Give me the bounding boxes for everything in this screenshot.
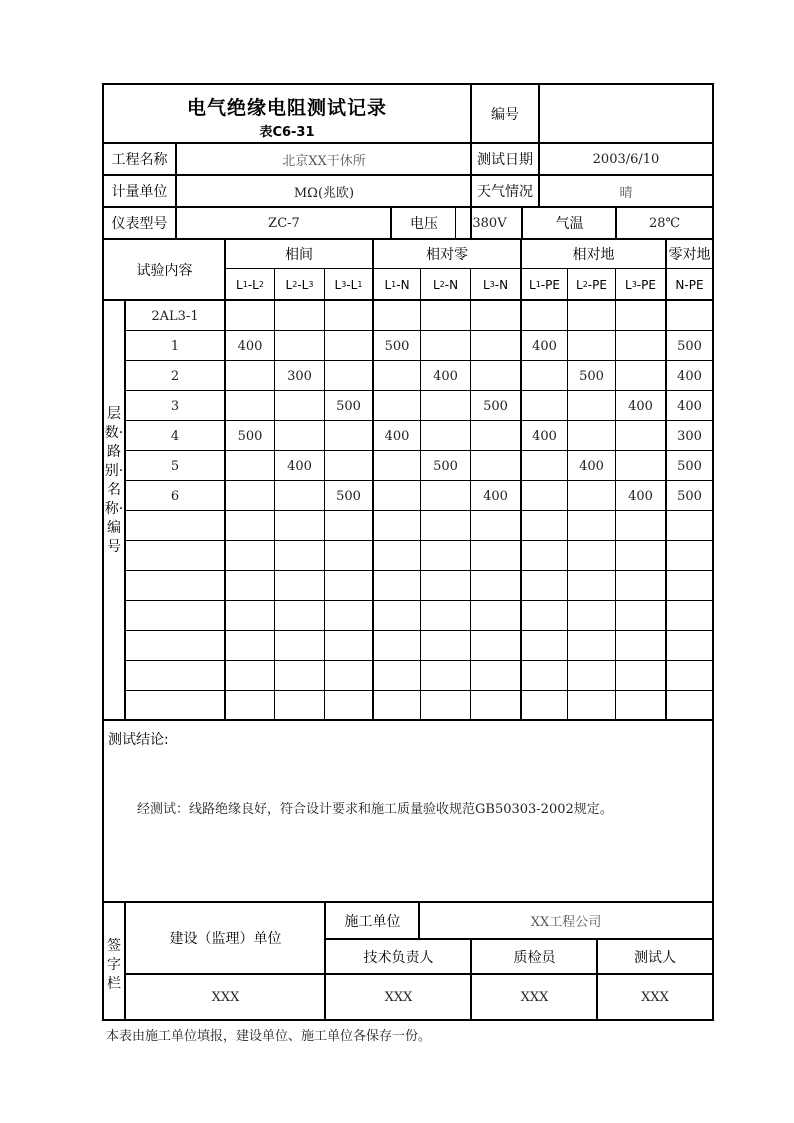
resistance-cell[interactable]: [616, 421, 665, 451]
resistance-cell[interactable]: [471, 421, 520, 451]
tech-lead-signature[interactable]: XXX: [384, 989, 413, 1005]
resistance-cell[interactable]: [226, 301, 274, 331]
resistance-cell[interactable]: 500: [336, 488, 361, 504]
header-part: L: [482, 277, 490, 292]
resistance-cell[interactable]: [325, 541, 372, 571]
resistance-cell[interactable]: [616, 661, 665, 691]
vline: [420, 269, 421, 719]
resistance-cell[interactable]: [226, 451, 274, 481]
vline: [567, 269, 568, 719]
subscript: 3: [308, 280, 314, 289]
resistance-cell[interactable]: [226, 691, 274, 721]
subscript: 3: [489, 280, 495, 289]
header-part: L: [625, 277, 632, 292]
resistance-cell[interactable]: [226, 391, 274, 421]
subscript: 1: [357, 280, 363, 289]
subscript: 2: [439, 280, 445, 289]
vline: [390, 208, 392, 240]
resistance-cell[interactable]: [421, 481, 470, 511]
resistance-cell[interactable]: [226, 541, 274, 571]
resistance-cell[interactable]: [421, 571, 470, 601]
number-value[interactable]: [540, 85, 712, 143]
subscript: 2: [258, 280, 264, 289]
header-part: -: [540, 277, 546, 292]
resistance-cell[interactable]: [275, 661, 324, 691]
row-divider: [126, 450, 712, 451]
unit-value[interactable]: MΩ(兆欧): [293, 185, 355, 201]
hline: [104, 142, 712, 144]
row-name-cell[interactable]: 2AL3-1: [151, 308, 199, 324]
resistance-cell[interactable]: 400: [483, 488, 508, 504]
inspector-signature[interactable]: XXX: [520, 989, 549, 1005]
resistance-cell[interactable]: 500: [384, 338, 410, 354]
resistance-cell[interactable]: [568, 631, 615, 661]
subscript: 2: [582, 280, 588, 289]
resistance-cell[interactable]: [471, 541, 520, 571]
row-divider: [126, 570, 712, 571]
resistance-cell[interactable]: [374, 361, 420, 391]
hline: [126, 973, 712, 975]
hline: [104, 719, 712, 721]
row-name-cell[interactable]: [126, 661, 224, 691]
resistance-cell[interactable]: [374, 661, 420, 691]
row-name-cell[interactable]: [126, 571, 224, 601]
resistance-cell[interactable]: [374, 571, 420, 601]
resistance-cell[interactable]: [325, 301, 372, 331]
row-name-cell[interactable]: 6: [170, 488, 180, 504]
vline: [538, 85, 540, 206]
resistance-cell[interactable]: [421, 691, 470, 721]
resistance-cell[interactable]: 500: [677, 458, 702, 474]
subscript: 2: [292, 280, 298, 289]
resistance-cell[interactable]: [374, 541, 420, 571]
resistance-cell[interactable]: 400: [433, 368, 458, 384]
header-part: N: [449, 277, 459, 292]
footnote: 本表由施工单位填报，建设单位、施工单位各保存一份。: [106, 1029, 432, 1044]
resistance-cell[interactable]: [616, 541, 665, 571]
resistance-cell[interactable]: [522, 691, 567, 721]
header-part: -: [396, 277, 401, 292]
header-part: -: [587, 277, 593, 292]
row-name-cell[interactable]: 1: [170, 338, 180, 354]
column-header: [325, 270, 372, 299]
voltage-value[interactable]: 380V: [472, 215, 507, 231]
meter-model-value[interactable]: ZC-7: [268, 215, 300, 231]
resistance-cell[interactable]: 500: [483, 398, 508, 414]
vline: [124, 301, 126, 719]
row-category-label: 层数·路别·名称·编号: [104, 406, 124, 555]
row-name-cell[interactable]: 3: [170, 398, 180, 414]
resistance-cell[interactable]: [667, 541, 712, 571]
number-label: 编号: [491, 107, 519, 123]
resistance-cell[interactable]: 400: [287, 458, 312, 474]
resistance-cell[interactable]: [667, 511, 712, 541]
resistance-cell[interactable]: [325, 571, 372, 601]
subscript: 1: [535, 280, 541, 289]
row-divider: [126, 540, 712, 541]
vline: [521, 208, 523, 240]
resistance-cell[interactable]: [325, 451, 372, 481]
resistance-cell[interactable]: [275, 541, 324, 571]
column-header: [471, 270, 520, 299]
resistance-cell[interactable]: [471, 361, 520, 391]
header-part: L: [432, 277, 440, 292]
column-group-header: 零对地: [668, 247, 711, 263]
column-header: [421, 270, 470, 299]
resistance-cell[interactable]: [374, 631, 420, 661]
header-part: N: [499, 277, 509, 292]
resistance-cell[interactable]: [421, 391, 470, 421]
row-name-cell[interactable]: [126, 541, 224, 571]
header-part: -: [297, 277, 302, 292]
row-divider: [126, 360, 712, 361]
resistance-cell[interactable]: [471, 601, 520, 631]
resistance-cell[interactable]: [421, 631, 470, 661]
header-part: L: [285, 277, 293, 292]
resistance-cell[interactable]: [667, 571, 712, 601]
resistance-cell[interactable]: [275, 331, 324, 361]
resistance-cell[interactable]: [522, 451, 567, 481]
row-name-cell[interactable]: [126, 691, 224, 721]
column-group-header: 相对零: [426, 247, 468, 263]
resistance-cell[interactable]: [522, 301, 567, 331]
resistance-cell[interactable]: [522, 661, 567, 691]
header-part: L: [334, 277, 342, 292]
header-part: N: [400, 277, 410, 292]
subscript: 1: [242, 280, 248, 289]
vline: [470, 269, 471, 719]
resistance-cell[interactable]: [471, 301, 520, 331]
vline: [418, 903, 420, 938]
resistance-cell[interactable]: [226, 601, 274, 631]
resistance-cell[interactable]: [471, 631, 520, 661]
resistance-cell[interactable]: [616, 451, 665, 481]
resistance-cell[interactable]: [374, 601, 420, 631]
resistance-cell[interactable]: [226, 361, 274, 391]
vline: [615, 208, 617, 240]
resistance-cell[interactable]: [374, 481, 420, 511]
resistance-cell[interactable]: [275, 511, 324, 541]
unit-label: 计量单位: [111, 184, 168, 200]
resistance-cell[interactable]: [568, 601, 615, 631]
resistance-cell[interactable]: [226, 481, 274, 511]
resistance-cell[interactable]: [471, 331, 520, 361]
vline: [615, 269, 616, 719]
resistance-cell[interactable]: [522, 481, 567, 511]
resistance-cell[interactable]: [275, 391, 324, 421]
temperature-value[interactable]: 28℃: [648, 215, 681, 231]
vline: [470, 85, 472, 238]
column-header: [522, 270, 567, 299]
signature-column-label: 签字栏: [107, 938, 121, 992]
insulation-test-record-form: [102, 83, 714, 1021]
resistance-cell[interactable]: [275, 571, 324, 601]
row-divider: [126, 600, 712, 601]
header-part: -: [494, 277, 500, 292]
header-part: L: [576, 277, 583, 292]
resistance-cell[interactable]: [421, 331, 470, 361]
weather-value[interactable]: 晴: [619, 185, 633, 201]
resistance-cell[interactable]: [522, 631, 567, 661]
resistance-cell[interactable]: [421, 541, 470, 571]
resistance-cell[interactable]: 400: [677, 398, 702, 414]
resistance-cell[interactable]: 300: [287, 368, 312, 384]
vline: [372, 240, 374, 719]
resistance-cell[interactable]: [226, 511, 274, 541]
column-header: [275, 270, 324, 299]
header-part: L: [301, 277, 309, 292]
row-name-cell[interactable]: [126, 601, 224, 631]
resistance-cell[interactable]: [226, 571, 274, 601]
resistance-cell[interactable]: [522, 601, 567, 631]
vline: [224, 240, 226, 719]
header-part: L: [529, 277, 536, 292]
resistance-cell[interactable]: 400: [677, 368, 702, 384]
row-divider: [126, 390, 712, 391]
header-part: L: [236, 277, 243, 292]
resistance-cell[interactable]: [275, 421, 324, 451]
test-date-value[interactable]: 2003/6/10: [592, 151, 660, 167]
row-divider: [126, 330, 712, 331]
resistance-cell[interactable]: [374, 301, 420, 331]
resistance-cell[interactable]: [616, 361, 665, 391]
resistance-cell[interactable]: [522, 511, 567, 541]
resistance-cell[interactable]: [325, 631, 372, 661]
header-part: -: [636, 277, 642, 292]
row-name-cell[interactable]: [126, 511, 224, 541]
weather-label: 天气情况: [477, 184, 533, 200]
test-date-label: 测试日期: [477, 152, 533, 168]
resistance-cell[interactable]: [275, 481, 324, 511]
header-part: -: [346, 277, 351, 292]
voltage-label: 电压: [410, 216, 438, 232]
resistance-cell[interactable]: [374, 511, 420, 541]
row-divider: [126, 690, 712, 691]
resistance-cell[interactable]: 300: [677, 428, 702, 444]
row-divider: [126, 510, 712, 511]
resistance-cell[interactable]: [471, 661, 520, 691]
row-name-cell[interactable]: 4: [170, 428, 180, 444]
column-header: [226, 270, 274, 299]
vline: [520, 240, 522, 719]
hline: [104, 901, 712, 903]
resistance-cell[interactable]: 400: [237, 338, 263, 354]
form-code: 表C6-31: [259, 124, 315, 140]
resistance-cell[interactable]: 400: [628, 488, 653, 504]
column-header: [568, 270, 615, 299]
resistance-cell[interactable]: [471, 691, 520, 721]
hline: [104, 206, 712, 208]
vline: [324, 269, 325, 719]
column-group-header: 相间: [285, 247, 313, 263]
resistance-cell[interactable]: [568, 541, 615, 571]
hline: [104, 174, 712, 176]
resistance-cell[interactable]: [226, 631, 274, 661]
resistance-cell[interactable]: [568, 391, 615, 421]
row-divider: [126, 420, 712, 421]
header-part: PE: [545, 277, 560, 292]
vline: [124, 903, 126, 1019]
resistance-cell[interactable]: [421, 421, 470, 451]
resistance-cell[interactable]: [374, 691, 420, 721]
vline: [324, 903, 326, 1019]
hline: [104, 238, 712, 240]
resistance-cell[interactable]: [568, 331, 615, 361]
resistance-cell[interactable]: [616, 511, 665, 541]
contractor-label: 施工单位: [344, 913, 401, 930]
row-divider: [126, 480, 712, 481]
resistance-cell[interactable]: [568, 571, 615, 601]
project-name-value[interactable]: 北京XX干休所: [282, 153, 366, 169]
resistance-cell[interactable]: [421, 661, 470, 691]
resistance-cell[interactable]: [568, 661, 615, 691]
column-header: [616, 270, 665, 299]
resistance-cell[interactable]: [616, 631, 665, 661]
column-header: [374, 270, 420, 299]
vline: [470, 940, 472, 1019]
header-part: N: [675, 277, 685, 292]
column-group-header: 相对地: [572, 247, 615, 263]
resistance-cell[interactable]: [374, 391, 420, 421]
header-part: L: [252, 277, 259, 292]
inspector-label: 质检员: [513, 949, 556, 966]
meter-model-label: 仪表型号: [111, 216, 168, 232]
resistance-cell[interactable]: [616, 571, 665, 601]
header-part: L: [384, 277, 392, 292]
resistance-cell[interactable]: [568, 301, 615, 331]
resistance-cell[interactable]: [421, 511, 470, 541]
owner-unit-label: 建设（监理）单位: [169, 931, 282, 947]
resistance-cell[interactable]: [471, 511, 520, 541]
resistance-cell[interactable]: [421, 301, 470, 331]
resistance-cell[interactable]: 500: [237, 428, 263, 444]
temperature-label: 气温: [555, 216, 584, 232]
resistance-cell[interactable]: [616, 691, 665, 721]
resistance-cell[interactable]: [325, 511, 372, 541]
resistance-cell[interactable]: [275, 691, 324, 721]
resistance-cell[interactable]: [616, 301, 665, 331]
column-header: [667, 270, 712, 299]
owner-signature[interactable]: XXX: [211, 989, 240, 1005]
header-part: L: [350, 277, 358, 292]
resistance-cell[interactable]: [522, 361, 567, 391]
row-name-cell[interactable]: 5: [170, 458, 180, 474]
resistance-cell[interactable]: 500: [336, 398, 361, 414]
resistance-cell[interactable]: [667, 631, 712, 661]
resistance-cell[interactable]: [522, 571, 567, 601]
vline: [455, 208, 456, 240]
resistance-cell[interactable]: [522, 541, 567, 571]
resistance-cell[interactable]: [616, 601, 665, 631]
hline: [326, 938, 712, 940]
resistance-cell[interactable]: 400: [532, 338, 557, 354]
conclusion-label: 测试结论:: [108, 732, 169, 748]
contractor-value[interactable]: XX工程公司: [530, 915, 602, 930]
resistance-cell[interactable]: [325, 361, 372, 391]
resistance-cell[interactable]: 400: [532, 428, 557, 444]
resistance-cell[interactable]: [325, 691, 372, 721]
vline: [665, 240, 667, 719]
resistance-cell[interactable]: [667, 601, 712, 631]
resistance-cell[interactable]: 500: [677, 488, 702, 504]
resistance-cell[interactable]: 400: [579, 458, 604, 474]
resistance-cell[interactable]: 500: [579, 368, 604, 384]
tester-signature[interactable]: XXX: [641, 989, 669, 1005]
hline: [104, 299, 712, 301]
resistance-cell[interactable]: [667, 301, 712, 331]
tech-lead-label: 技术负责人: [363, 949, 434, 966]
resistance-cell[interactable]: [471, 571, 520, 601]
resistance-cell[interactable]: 400: [628, 398, 653, 414]
resistance-cell[interactable]: [325, 601, 372, 631]
vline: [596, 940, 598, 1019]
resistance-cell[interactable]: [568, 421, 615, 451]
subscript: 3: [341, 280, 347, 289]
resistance-cell[interactable]: [421, 601, 470, 631]
conclusion-text[interactable]: 经测试：线路绝缘良好，符合设计要求和施工质量验收规范GB50303-2002规定。: [137, 801, 613, 817]
header-part: -: [444, 277, 450, 292]
subscript: 3: [631, 280, 637, 289]
resistance-cell[interactable]: [275, 301, 324, 331]
test-content-header: 试验内容: [136, 263, 193, 279]
row-name-cell[interactable]: [126, 631, 224, 661]
resistance-cell[interactable]: [616, 331, 665, 361]
hline: [226, 268, 712, 269]
row-divider: [126, 660, 712, 661]
tester-label: 测试人: [634, 949, 676, 966]
header-part: PE: [592, 277, 607, 292]
resistance-cell[interactable]: [568, 691, 615, 721]
header-part: PE: [688, 277, 704, 292]
resistance-cell[interactable]: [325, 421, 372, 451]
vline: [175, 144, 177, 240]
resistance-cell[interactable]: [667, 661, 712, 691]
resistance-cell[interactable]: [325, 331, 372, 361]
resistance-cell[interactable]: [325, 661, 372, 691]
project-name-label: 工程名称: [111, 152, 168, 168]
resistance-cell[interactable]: [275, 631, 324, 661]
resistance-cell[interactable]: 500: [677, 338, 702, 354]
resistance-cell[interactable]: [568, 511, 615, 541]
resistance-cell[interactable]: [568, 481, 615, 511]
vline: [274, 269, 275, 719]
row-name-cell[interactable]: 2: [170, 368, 180, 384]
resistance-cell[interactable]: [522, 391, 567, 421]
resistance-cell[interactable]: 400: [384, 428, 410, 444]
resistance-cell[interactable]: [667, 691, 712, 721]
header-part: -: [684, 277, 689, 292]
header-part: -: [247, 277, 253, 292]
resistance-cell[interactable]: [374, 451, 420, 481]
resistance-cell[interactable]: 500: [433, 458, 458, 474]
header-part: PE: [641, 277, 656, 292]
resistance-cell[interactable]: [226, 661, 274, 691]
subscript: 1: [391, 280, 397, 289]
form-title: 电气绝缘电阻测试记录: [186, 96, 387, 119]
row-divider: [126, 630, 712, 631]
resistance-cell[interactable]: [275, 601, 324, 631]
resistance-cell[interactable]: [471, 451, 520, 481]
